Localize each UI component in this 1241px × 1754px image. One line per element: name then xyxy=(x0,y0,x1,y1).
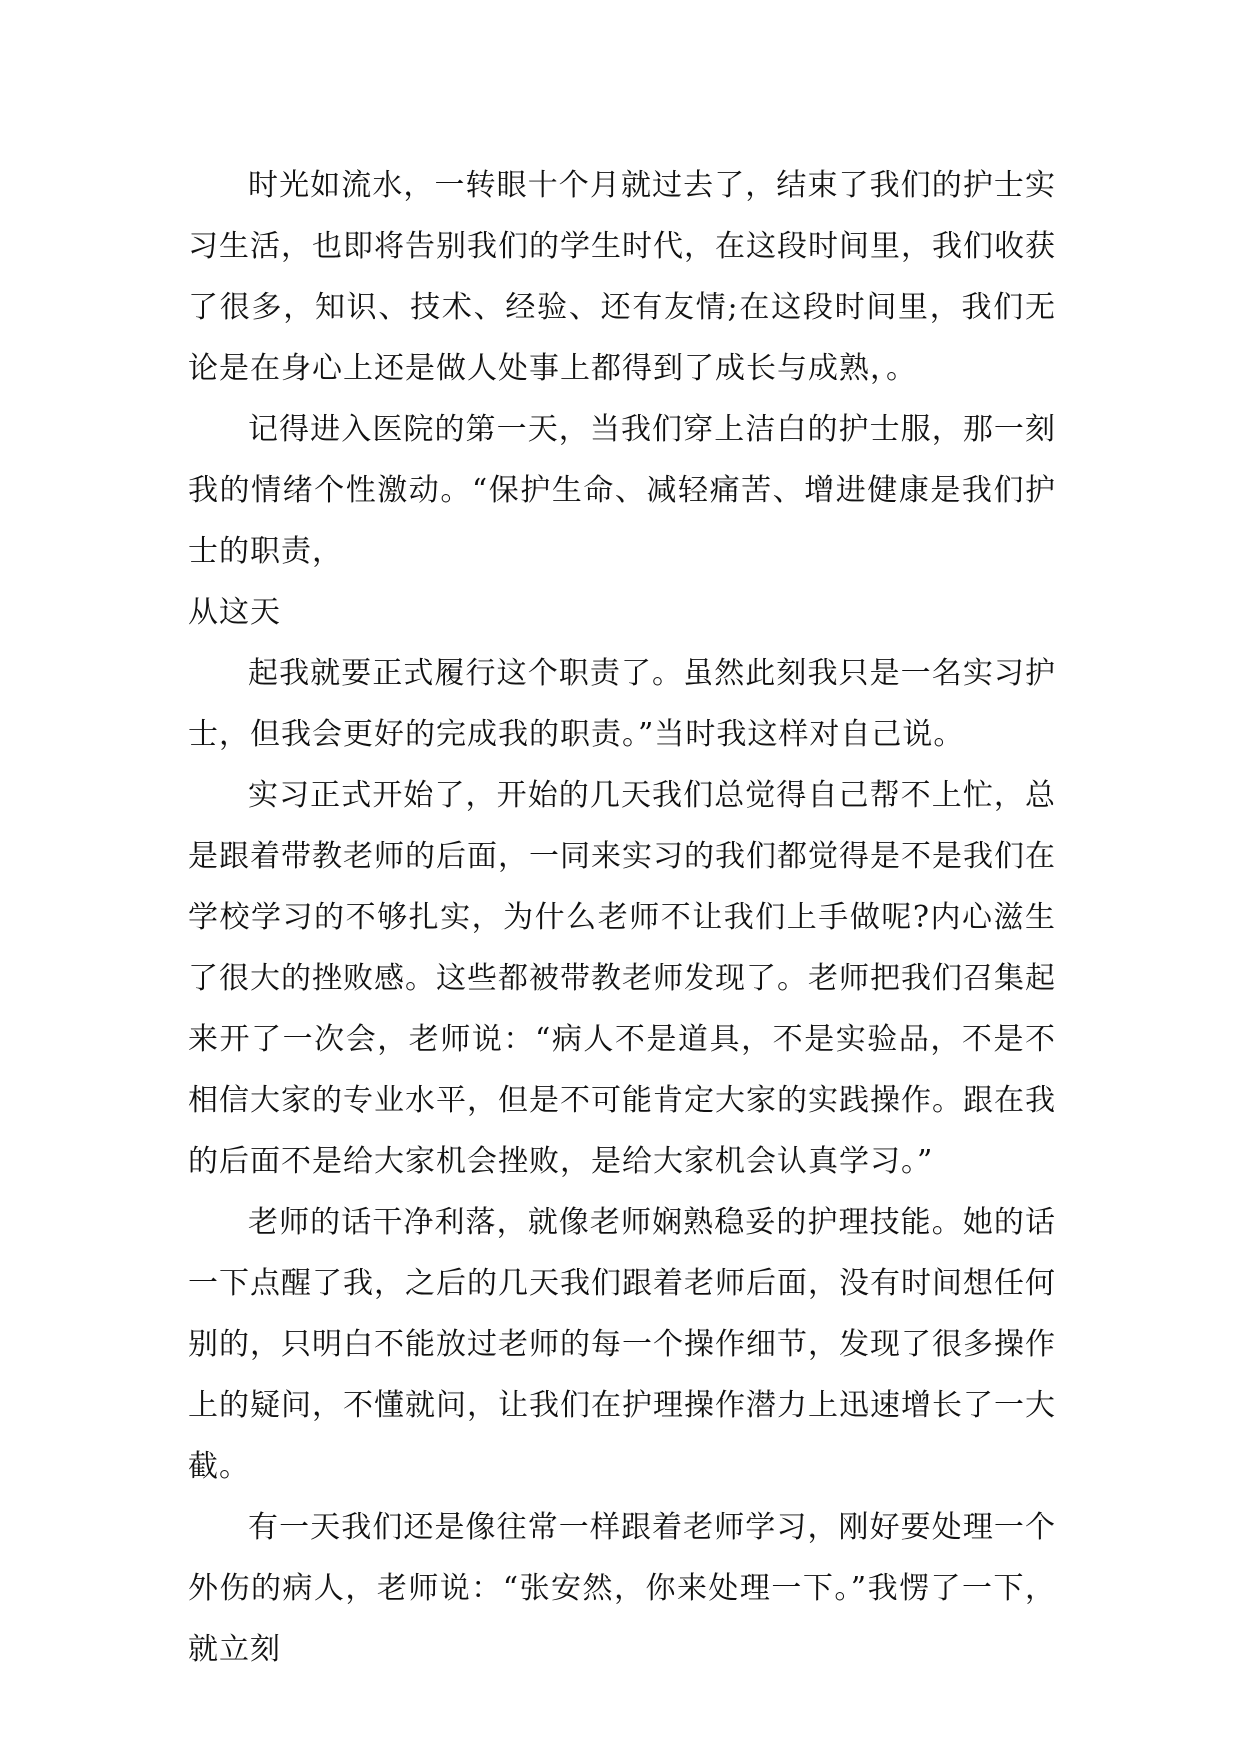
paragraph-6: 有一天我们还是像往常一样跟着老师学习，刚好要处理一个外伤的病人，老师说：“张安然，你来处理一下。”我愣了一下，就立刻 xyxy=(188,1510,1056,1667)
paragraph-4: 实习正式开始了，开始的几天我们总觉得自己帮不上忙，总是跟着带教老师的后面，一同来实习的我们都觉得是不是我们在学校学习的不够扎实，为什么老师不让我们上手做呢?内心滋生了很大的挫败感。这些都被带教老师发现了。老师把我们召集起来开了一次会，老师说：“病人不是道具，不是实验品，不是不相信大家的专业水平，但是不可能肯定大家的实践操作。跟在我的后面不是给大家机会挫败，是给大家机会认真学习。” xyxy=(188,778,1056,1179)
paragraph-5: 老师的话干净利落，就像老师娴熟稳妥的护理技能。她的话一下点醒了我，之后的几天我们跟着老师后面，没有时间想任何别的，只明白不能放过老师的每一个操作细节，发现了很多操作上的疑问，不懂就问，让我们在护理操作潜力上迅速增长了一大截。 xyxy=(188,1205,1056,1484)
paragraph-3: 起我就要正式履行这个职责了。虽然此刻我只是一名实习护士，但我会更好的完成我的职责。”当时我这样对自己说。 xyxy=(188,656,1056,752)
paragraph-2-continued: 从这天 xyxy=(188,595,281,630)
document-body xyxy=(188,155,1056,1680)
paragraph-1: 时光如流水，一转眼十个月就过去了，结束了我们的护士实习生活，也即将告别我们的学生时代，在这段时间里，我们收获了很多，知识、技术、经验、还有友情;在这段时间里，我们无论是在身心上还是做人处事上都得到了成长与成熟，。 xyxy=(188,168,1056,386)
paragraph-2: 记得进入医院的第一天，当我们穿上洁白的护士服，那一刻我的情绪个性激动。“保护生命、减轻痛苦、增进健康是我们护士的职责， xyxy=(188,412,1056,569)
